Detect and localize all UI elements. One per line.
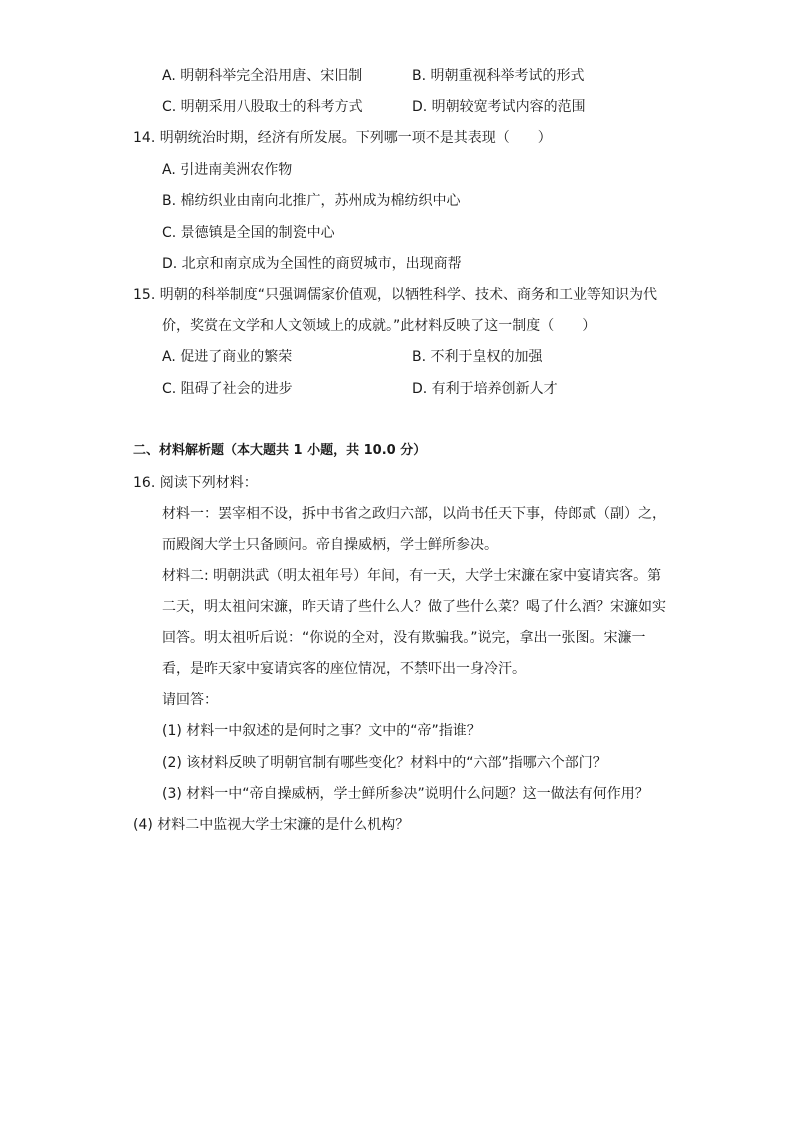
q14-option-c: C. 景德镇是全国的制瓷中心 [162,225,335,241]
q15-stem-line1: 15. 明朝的科举制度“只强调儒家价值观，以牺牲科学、技术、商务和工业等知识为代 [133,287,657,303]
q15-option-d: D. 有利于培养创新人才 [412,381,558,397]
q13-option-b: B. 明朝重视科举考试的形式 [412,68,585,84]
q15-stem-line2: 价，奖赏在文学和人文领域上的成就。”此材料反映了这一制度（ ） [162,318,597,334]
q15-option-b: B. 不利于皇权的加强 [412,349,543,365]
q14-stem: 14. 明朝统治时期，经济有所发展。下列哪一项不是其表现（ ） [133,130,552,146]
q16-material2-line1: 材料二: 明朝洪武（明太祖年号）年间，有一天，大学士宋濂在家中宴请宾客。第 [162,568,662,584]
section-heading: 二、材料解析题（本大题共 1 小题，共 10.0 分） [133,443,427,458]
q16-sub-question-3: (3) 材料一中“帝自操威柄，学士鲜所参决”说明什么问题？这一做法有何作用？ [162,786,649,802]
q16-sub-question-2: (2) 该材料反映了明朝官制有哪些变化？材料中的“六部”指哪六个部门？ [162,755,607,771]
q16-prompt: 请回答： [162,692,218,708]
q15-option-c: C. 阻碍了社会的进步 [162,381,293,397]
q13-option-a: A. 明朝科举完全沿用唐、宋旧制 [162,68,363,84]
q13-option-d: D. 明朝较宽考试内容的范围 [412,99,586,115]
q15-option-a: A. 促进了商业的繁荣 [162,349,293,365]
q13-option-c: C. 明朝采用八股取士的科考方式 [162,99,363,115]
q16-material2-line2: 二天，明太祖问宋濂，昨天请了些什么人？做了些什么菜？喝了什么酒？宋濂如实 [162,599,666,615]
q16-sub-question-1: (1) 材料一中叙述的是何时之事？文中的“帝”指谁？ [162,723,481,739]
q16-stem: 16. 阅读下列材料： [133,475,258,491]
q14-option-a: A. 引进南美洲农作物 [162,162,293,178]
q16-material2-line4: 看，是昨天家中宴请宾客的座位情况，不禁吓出一身冷汗。 [162,661,526,677]
q16-material1-line1: 材料一：罢宰相不设，拆中书省之政归六部，以尚书任天下事，侍郎贰（副）之， [162,506,666,522]
q14-option-d: D. 北京和南京成为全国性的商贸城市，出现商帮 [162,256,462,272]
q14-option-b: B. 棉纺织业由南向北推广，苏州成为棉纺织中心 [162,193,461,209]
q16-sub-question-4: (4) 材料二中监视大学士宋濂的是什么机构？ [133,817,410,833]
q16-material2-line3: 回答。明太祖听后说：“你说的全对，没有欺骗我。”说完，拿出一张图。宋濂一 [162,630,646,646]
q16-material1-line2: 而殿阁大学士只备顾问。帝自操威柄，学士鲜所参决。 [162,537,498,553]
